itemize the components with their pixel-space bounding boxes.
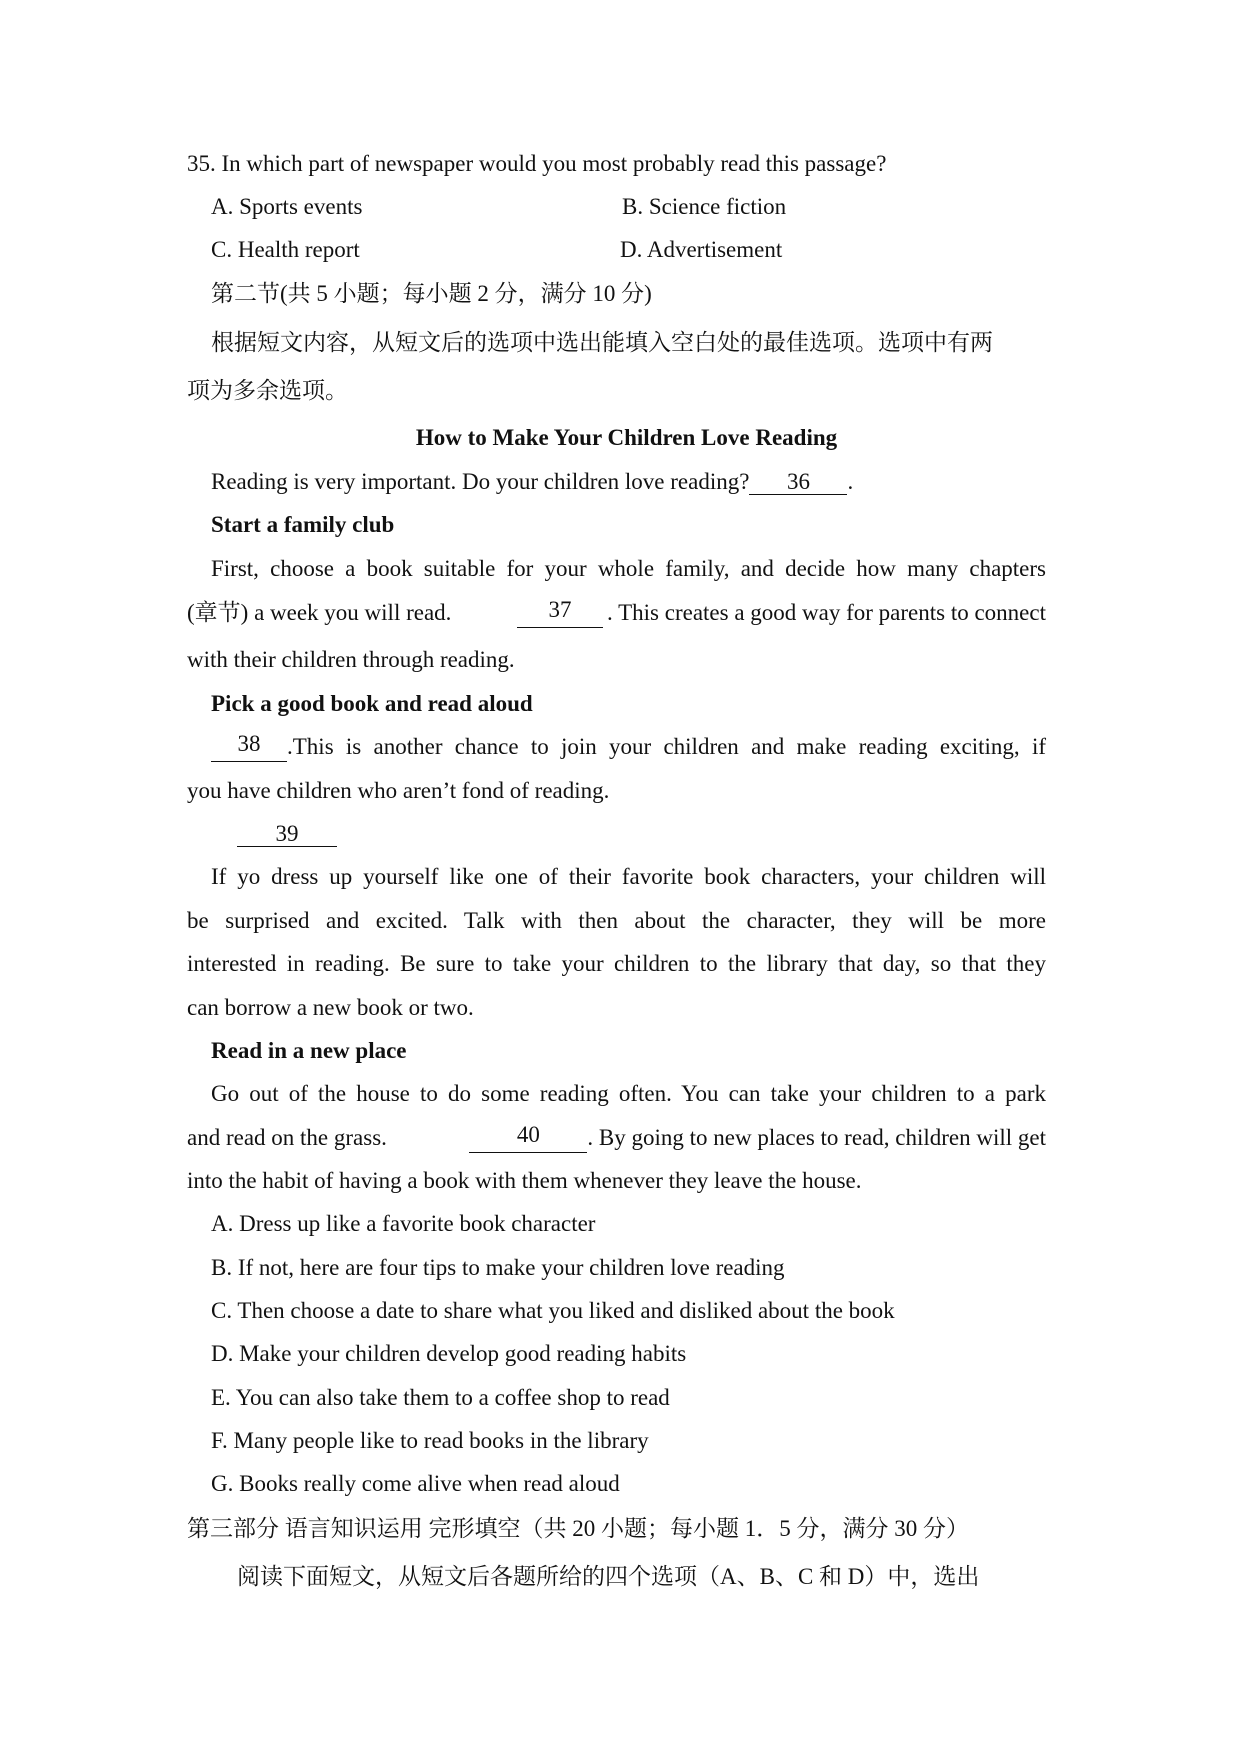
choice-b: B. If not, here are four tips to make your children love reading [211, 1255, 785, 1280]
blank-40: 40 [469, 1123, 587, 1153]
passage-intro [211, 467, 853, 497]
blank-39-line [237, 819, 337, 849]
paragraph-1-line-1: First, choose a book suitable for your whole family, and decide how many chapters [211, 556, 1046, 581]
paragraph-4-line-2 [187, 1123, 1046, 1153]
blank-38: 38 [211, 732, 287, 762]
section-2-instruction-line-1: 根据短文内容，从短文后的选项中选出能填入空白处的最佳选项。选项中有两 [211, 330, 993, 355]
choice-d: D. Make your children develop good reading habits [211, 1341, 687, 1366]
question-35-option-c: C. Health report [211, 237, 360, 262]
paragraph-2-line-2: you have children who aren’t fond of reading. [187, 778, 610, 803]
choice-e: E. You can also take them to a coffee shop to read [211, 1385, 670, 1410]
heading-start-family-club: Start a family club [211, 512, 395, 537]
question-35-option-d: D. Advertisement [620, 237, 783, 262]
paragraph-1-line-2-right [517, 598, 1046, 628]
paragraph-4-line-2-part-a: and read on the grass. [187, 1125, 387, 1150]
paragraph-1-line-3: with their children through reading. [187, 647, 515, 672]
choice-a: A. Dress up like a favorite book character [211, 1211, 596, 1236]
section-2-header: 第二节(共 5 小题；每小题 2 分，满分 10 分) [211, 281, 652, 306]
paragraph-1-line-2-part-b: . This creates a good way for parents to connect [607, 600, 1046, 625]
paragraph-2-line-1-text: .This is another chance to join your children and make reading exciting, if [287, 734, 1046, 759]
part-3-header: 第三部分 语言知识运用 完形填空（共 20 小题；每小题 1．5 分，满分 30 分） [187, 1516, 969, 1541]
paragraph-4-line-3: into the habit of having a book with them whenever they leave the house. [187, 1168, 862, 1193]
choice-g: G. Books really come alive when read aloud [211, 1471, 620, 1496]
question-35-option-b: B. Science fiction [622, 194, 787, 219]
blank-39: 39 [237, 822, 337, 847]
choice-c: C. Then choose a date to share what you liked and disliked about the book [211, 1298, 895, 1323]
paragraph-2-line-1 [211, 732, 1046, 762]
paragraph-4-line-2-right [469, 1123, 1046, 1153]
question-35-option-a: A. Sports events [211, 194, 363, 219]
passage-title: How to Make Your Children Love Reading [415, 425, 838, 450]
part-3-instruction: 阅读下面短文，从短文后各题所给的四个选项（A、B、C 和 D）中，选出 [237, 1564, 980, 1589]
paragraph-1-line-2-part-a: (章节) a week you will read. [187, 600, 452, 625]
question-35-stem: 35. In which part of newspaper would you most probably read this passage? [187, 151, 887, 176]
paragraph-1-line-2 [187, 598, 1046, 628]
intro-period: . [847, 469, 854, 494]
paragraph-3-line-4: can borrow a new book or two. [187, 995, 474, 1020]
paragraph-3-line-3: interested in reading. Be sure to take your children to the library that day, so that they [187, 951, 1046, 976]
intro-text: Reading is very important. Do your children love reading? [211, 469, 750, 494]
choice-f: F. Many people like to read books in the library [211, 1428, 649, 1453]
heading-pick-good-book: Pick a good book and read aloud [211, 691, 533, 716]
paragraph-4-line-2-part-b: . By going to new places to read, children will get [587, 1125, 1046, 1150]
paragraph-4-line-1: Go out of the house to do some reading often. You can take your children to a park [211, 1081, 1046, 1106]
paragraph-3-line-1: If yo dress up yourself like one of their favorite book characters, your children will [211, 864, 1046, 889]
blank-37: 37 [517, 598, 603, 628]
section-2-instruction-line-2: 项为多余选项。 [187, 378, 348, 403]
paragraph-3-line-2: be surprised and excited. Talk with then about the character, they will be more [187, 908, 1046, 933]
blank-36: 36 [749, 470, 847, 495]
heading-read-new-place: Read in a new place [211, 1038, 407, 1063]
